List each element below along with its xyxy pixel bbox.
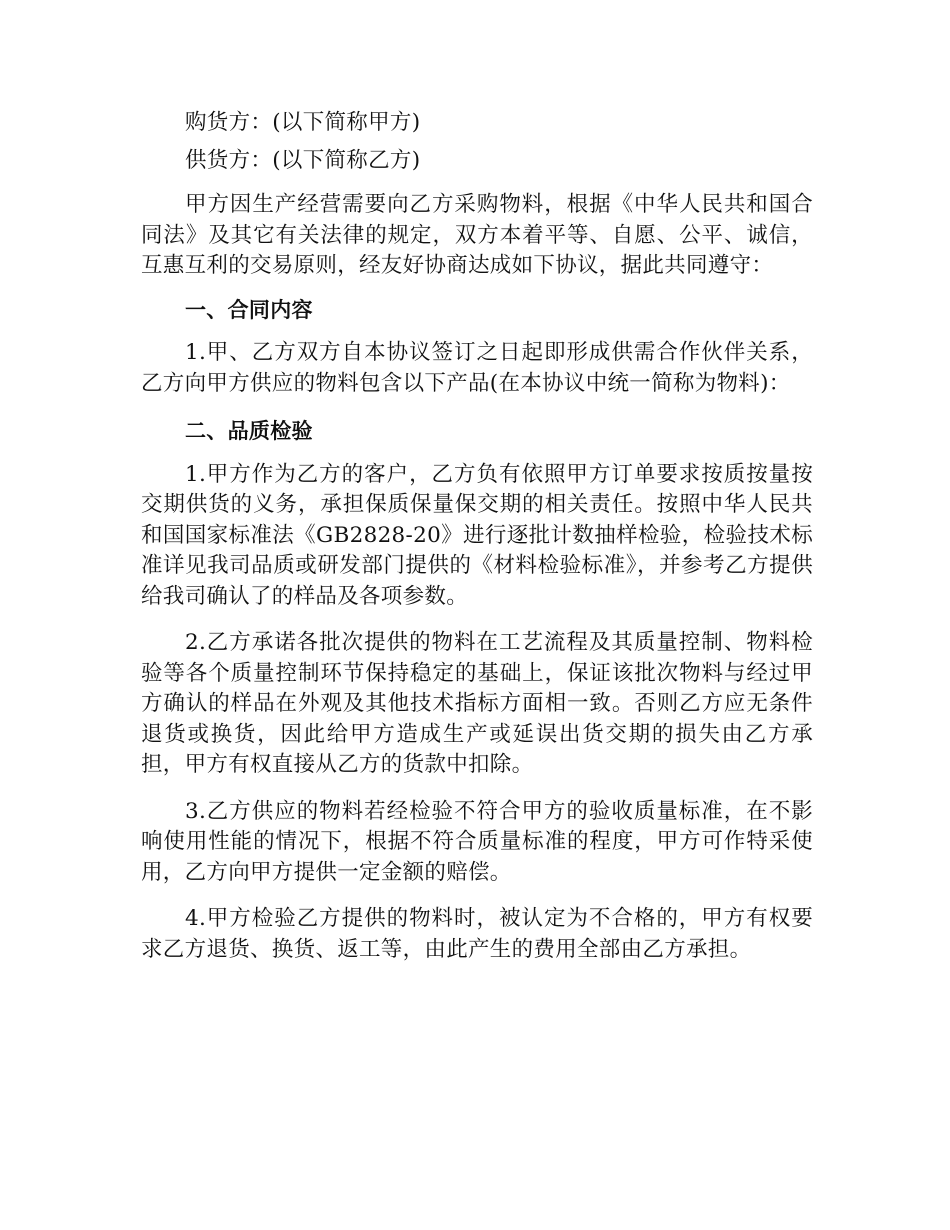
contract-clause-1: 1.甲、乙方双方自本协议签订之日起即形成供需合作伙伴关系，乙方向甲方供应的物料包含以下产品(在本协议中统一简称为物料)： (141, 340, 813, 396)
section-heading-quality-inspection: 二、品质检验 (185, 419, 313, 443)
section-heading-contract-content: 一、合同内容 (185, 297, 313, 322)
document-body (141, 108, 813, 978)
quality-clause-2: 2.乙方承诺各批次提供的物料在工艺流程及其质量控制、物料检验等各个质量控制环节保持稳定的基础上，保证该批次物料与经过甲方确认的样品在外观及其他技术指标方面相一致。否则乙方应无条件退货或换货，因此给甲方造成生产或延误出货交期的损失由乙方承担，甲方有权直接从乙方的货款中扣除。 (141, 630, 813, 777)
quality-clause-4: 4.甲方检验乙方提供的物料时，被认定为不合格的，甲方有权要求乙方退货、换货、返工等，由此产生的费用全部由乙方承担。 (141, 906, 813, 962)
buyer-line: 购货方：(以下简称甲方) (185, 110, 421, 135)
supplier-line: 供货方：(以下简称乙方) (185, 147, 421, 173)
quality-clause-1: 1.甲方作为乙方的客户，乙方负有依照甲方订单要求按质按量按交期供货的义务，承担保质保量保交期的相关责任。按照中华人民共和国国家标准法《GB2828-20》进行逐批计数抽样检验，检验技术标准详见我司品质或研发部门提供的《材料检验标准》，并参考乙方提供给我司确认了的样品及各项参数。 (141, 461, 813, 609)
intro-paragraph: 甲方因生产经营需要向乙方采购物料，根据《中华人民共和国合同法》及其它有关法律的规定，双方本着平等、自愿、公平、诚信，互惠互利的交易原则，经友好协商达成如下协议，据此共同遵守： (141, 192, 813, 278)
quality-clause-3: 3.乙方供应的物料若经检验不符合甲方的验收质量标准，在不影响使用性能的情况下，根据不符合质量标准的程度，甲方可作特采使用，乙方向甲方提供一定金额的赔偿。 (141, 798, 813, 885)
